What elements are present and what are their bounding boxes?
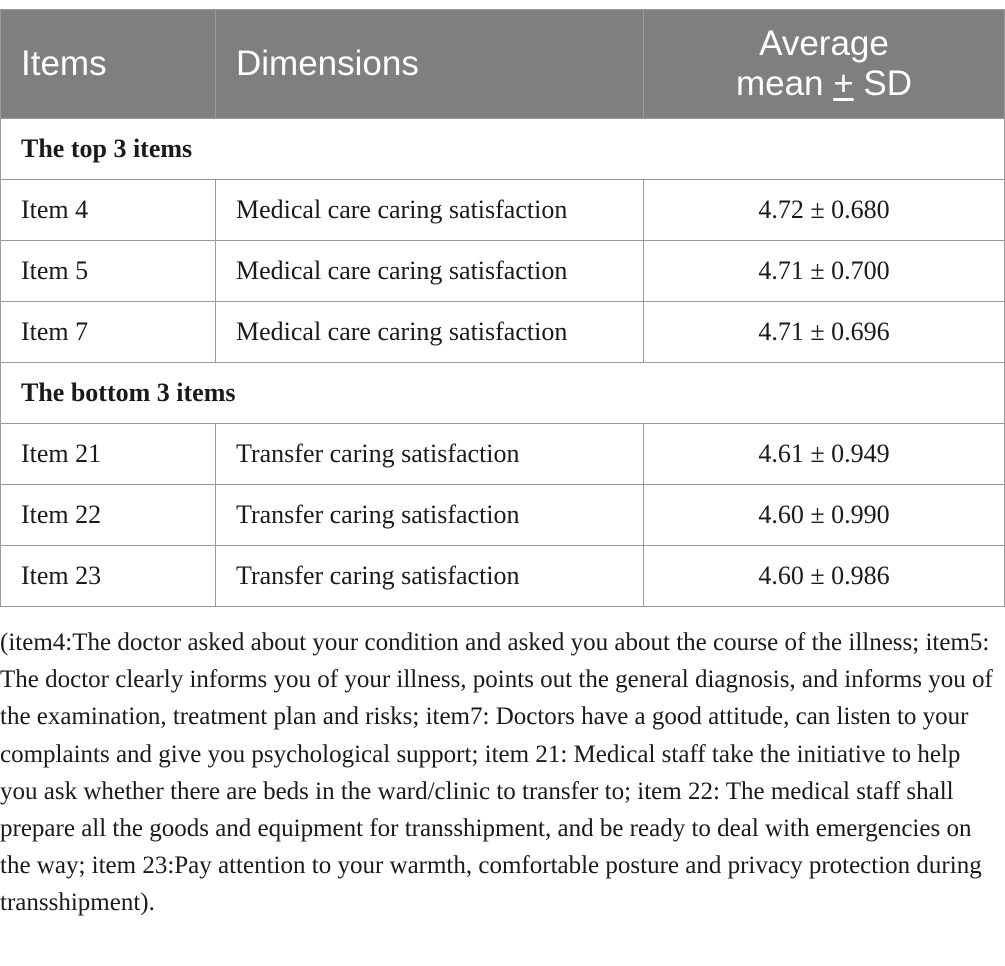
cell-average: 4.71 ± 0.696 [644, 302, 1005, 363]
section-title: The top 3 items [1, 119, 1005, 180]
header-items: Items [1, 10, 216, 119]
cell-item: Item 7 [1, 302, 216, 363]
table-row [1, 546, 1005, 607]
header-average [644, 10, 1005, 119]
cell-dimension: Medical care caring satisfaction [216, 302, 644, 363]
cell-average: 4.61 ± 0.949 [644, 424, 1005, 485]
cell-item: Item 23 [1, 546, 216, 607]
section-row-top [1, 119, 1005, 180]
cell-item: Item 21 [1, 424, 216, 485]
cell-average: 4.60 ± 0.986 [644, 546, 1005, 607]
header-average-mean: mean [735, 64, 834, 103]
section-title: The bottom 3 items [1, 363, 1005, 424]
table-footnote: (item4:The doctor asked about your condition and asked you about the course of the illness; item5: The doctor clearly informs you of your illness, points out the general diagnosis, and informs you of the examination, treatment plan and risks; item7: Doctors have a good attitude, can listen to your complaints and give you psychological support; item 21: Medical staff take the initiative to help you ask whether there are beds in the ward/clinic to transfer to; item 22: The medical staff shall prepare all the goods and equipment for transshipment, and be ready to deal with emergencies on the way; item 23:Pay attention to your warmth, comfortable posture and privacy protection during transshipment). [0, 629, 993, 917]
cell-item: Item 4 [1, 180, 216, 241]
results-table [0, 9, 1005, 607]
cell-dimension: Transfer caring satisfaction [216, 424, 644, 485]
table-row [1, 241, 1005, 302]
cell-average: 4.60 ± 0.990 [644, 485, 1005, 546]
table-row [1, 424, 1005, 485]
table-header-row [1, 10, 1005, 119]
table-row [1, 180, 1005, 241]
cell-average: 4.71 ± 0.700 [644, 241, 1005, 302]
cell-item: Item 22 [1, 485, 216, 546]
section-row-bottom [1, 363, 1005, 424]
table-row [1, 485, 1005, 546]
header-average-sd: SD [853, 64, 913, 103]
cell-dimension: Medical care caring satisfaction [216, 241, 644, 302]
cell-average: 4.72 ± 0.680 [644, 180, 1005, 241]
cell-dimension: Transfer caring satisfaction [216, 485, 644, 546]
header-average-pm: + [833, 64, 854, 103]
cell-dimension: Transfer caring satisfaction [216, 546, 644, 607]
cell-dimension: Medical care caring satisfaction [216, 180, 644, 241]
cell-item: Item 5 [1, 241, 216, 302]
header-average-line1: Average [759, 24, 889, 63]
table-row [1, 302, 1005, 363]
header-dimensions: Dimensions [216, 10, 644, 119]
